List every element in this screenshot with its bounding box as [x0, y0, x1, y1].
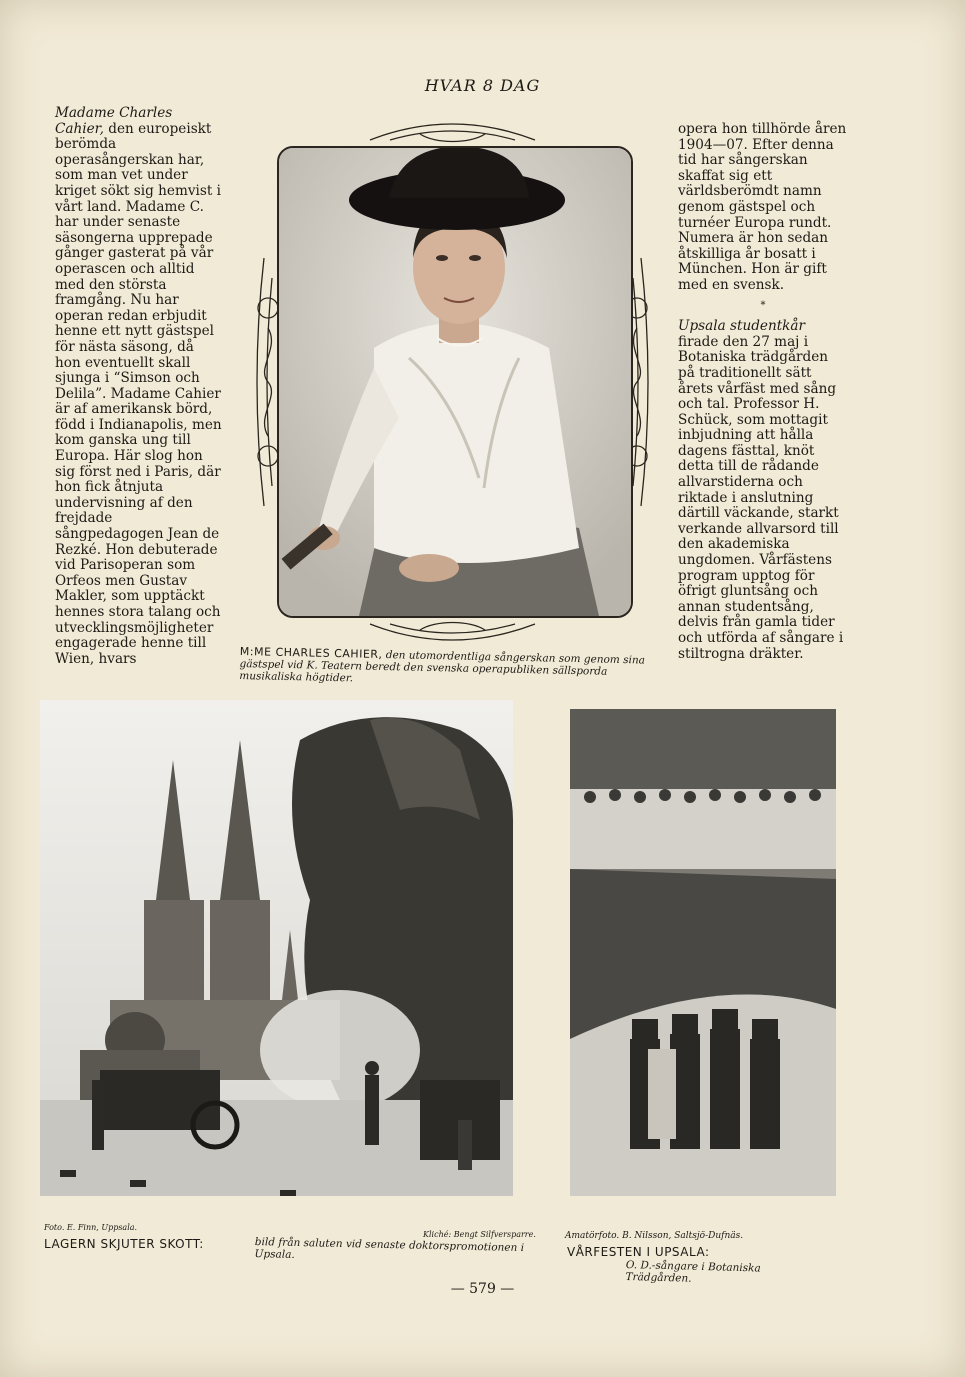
- portrait-photo-cahier: [277, 146, 633, 618]
- portrait-caption-text: den utomordentliga sångerskan som genom sina gästspel vid K. Teatern beredt den svenska operapubliken sällsporda musikaliska högtider.: [239, 648, 646, 685]
- article-text-right: opera hon tillhörde åren 1904—07. Efter denna tid har sångerskan skaffat sig ett världsberömdt namn genom gästspel och turnéer Europa rundt. Numera är hon sedan åtskilliga år bosatt i München. Hon är gift med en svensk.: [678, 121, 847, 293]
- page-number: — 579 —: [450, 1281, 515, 1297]
- article-text-left: den europeiskt berömda operasångerskan har, som man vet under kriget sökt sig hemvist i vårt land. Madame C. har under senaste säsongerna upprepade gånger gasterat på vår operascen och alltid med den största framgång. Nu har operan redan erbjudit henne ett nytt gästspel för nästa säsong, då hon eventuellt skall sjunga i “Simson och Delila”. Madame Cahier är af amerikansk börd, född i Indianapolis, men kom ganska ung till Europa. Här slog hon sig först ned i Paris, där hon fick åtnjuta undervisning af den frejdade sångpedagogen Jean de Rezké. Hon debuterade vid Parisoperan som Orfeos men Gustav Makler, som upptäckt hennes stora talang och utvecklingsmöjligheter engagerade henne till Wien, hvars: [55, 120, 222, 667]
- article-column-right: [678, 122, 848, 662]
- article-column-left: [55, 106, 223, 667]
- portrait-caption-name: M:ME CHARLES CAHIER,: [239, 645, 383, 661]
- photo-left-credit: Foto. E. Finn, Uppsala.: [44, 1223, 138, 1232]
- article-lead-upsala: Upsala studentkår: [678, 318, 806, 335]
- photo-left-block-credit: Kliché: Bengt Silfversparre.: [423, 1230, 536, 1239]
- article-paragraph-upsala: [678, 319, 848, 662]
- article-lead-cahier: Madame Charles Cahier,: [55, 105, 173, 137]
- photo-right-caption-text: O. D.-sångare i Botaniska Trädgården.: [625, 1259, 761, 1285]
- photo-cannon-salute: [40, 700, 513, 1196]
- photo-left-caption-title: LAGERN SKJUTER SKOTT:: [44, 1237, 204, 1251]
- photo-right-credit: Amatörfoto. B. Nilsson, Saltsjö-Dufnäs.: [565, 1231, 744, 1241]
- photo-left-caption-text: bild från saluten vid senaste doktorspromotionen i Upsala.: [254, 1236, 525, 1261]
- photo-spring-festival: [570, 709, 836, 1196]
- portrait-caption: [239, 646, 650, 691]
- section-separator: *: [760, 299, 766, 311]
- article-text-upsala: firade den 27 maj i Botaniska trädgården på traditionellt sätt årets vårfäst med sång och tal. Professor H. Schück, som mottagit inbjudning att hålla dagens fästtal, knöt detta till de rådande allvarstiderna och riktade i anslutning därtill väckande, starkt verkande allvarsord till den akademiska ungdomen. Vårfästens program upptog för öfrigt gluntsång och annan studentsång, delvis från gamla tider och utförda af sångare i stiltrogna dräkter.: [678, 333, 844, 662]
- running-header: HVAR 8 DAG: [424, 76, 541, 95]
- article-paragraph-cahier: [55, 106, 223, 667]
- photo-right-caption-title: VÅRFESTEN I UPSALA:: [567, 1245, 710, 1259]
